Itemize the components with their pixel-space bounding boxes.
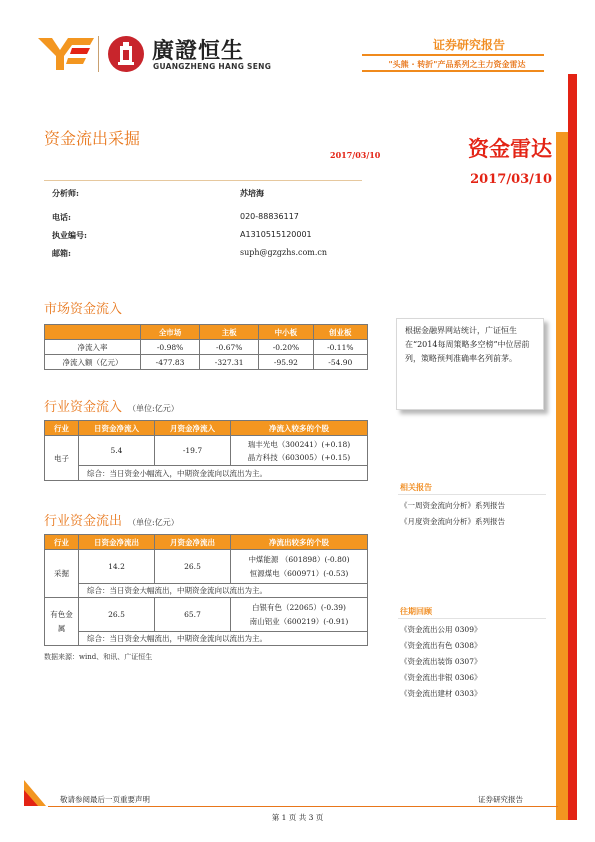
past-report-link[interactable]: 《资金流出非银 0306》 <box>400 673 482 682</box>
inflow-col-daily: 日资金净流入 <box>79 421 155 436</box>
stock-item: 南山铝业（600219）(-0.91) <box>249 616 349 626</box>
right-red-bar <box>568 74 577 820</box>
summary-note: 综合：当日资金大幅流出，中期资金流向以流出为主。 <box>79 632 368 646</box>
past-heading: 往期回顾 <box>400 606 432 616</box>
table-row <box>45 598 368 632</box>
footer-triangle-icon <box>24 780 46 806</box>
stock-item: 瑞丰光电（300241）(+0.18) <box>247 439 351 449</box>
market-col-gem: 创业板 <box>313 325 367 340</box>
market-col-main: 主板 <box>200 325 259 340</box>
license-label: 执业编号: <box>52 230 87 240</box>
outflow-unit: （单位:亿元） <box>128 518 179 527</box>
outflow-table <box>44 534 368 646</box>
daily-cell: 14.2 <box>79 550 155 584</box>
market-corner-cell <box>45 325 141 340</box>
callout-box: 根据金融界网站统计，广证恒生在“2014每周策略多空榜”中位居前列，策略预判准确率名列前茅。 <box>396 318 544 410</box>
phone-value: 020-88836117 <box>240 212 299 221</box>
summary-note: 综合：当日资金小幅流入，中期资金流向以流出为主。 <box>79 466 368 481</box>
outflow-col-daily: 日资金净流出 <box>79 535 155 550</box>
stock-item: 恒源煤电（600971）(-0.53) <box>249 568 349 578</box>
email-link[interactable]: suph@gzgzhs.com.cn <box>240 248 328 257</box>
footer-rule <box>48 806 558 807</box>
cell-value: -54.90 <box>313 355 367 370</box>
table-row <box>45 550 368 584</box>
table-row <box>45 632 368 646</box>
stocks-cell <box>231 550 368 584</box>
report-type: 证券研究报告 <box>432 38 505 52</box>
related-report-link[interactable]: 《月度资金流向分析》系列报告 <box>400 517 505 526</box>
footer-disclaimer: 敬请参阅最后一页重要声明 <box>60 795 150 804</box>
stock-item: 中煤能源 （601898）(-0.80) <box>248 554 350 564</box>
industry-cell: 有色金属 <box>45 598 79 646</box>
past-report-link[interactable]: 《资金流出建材 0303》 <box>400 689 482 698</box>
past-report-link[interactable]: 《资金流出有色 0308》 <box>400 641 482 650</box>
monthly-cell: 26.5 <box>155 550 231 584</box>
table-row <box>45 584 368 598</box>
company-logo-icon <box>38 36 94 72</box>
stocks-cell <box>231 436 368 466</box>
side-title: 资金雷达 <box>468 137 552 161</box>
outflow-col-stocks: 净流出较多的个股 <box>231 535 368 550</box>
related-report-link[interactable]: 《一周资金流向分析》系列报告 <box>400 501 505 510</box>
table-row <box>45 340 368 355</box>
monthly-cell: 65.7 <box>155 598 231 632</box>
brand-name-cn: 廣證恒生 <box>152 39 245 64</box>
inflow-col-monthly: 月资金净流入 <box>155 421 231 436</box>
outflow-col-monthly: 月资金净流出 <box>155 535 231 550</box>
table-row <box>45 355 368 370</box>
past-report-link[interactable]: 《资金流出公用 0309》 <box>400 625 482 634</box>
report-title: 资金流出采掘 <box>44 129 141 148</box>
monthly-cell: -19.7 <box>155 436 231 466</box>
past-report-link[interactable]: 《资金流出装饰 0307》 <box>400 657 482 666</box>
cell-value: -477.83 <box>141 355 200 370</box>
page-number: 第 1 页 共 3 页 <box>271 813 324 822</box>
right-orange-bar <box>556 132 568 820</box>
header-rule-bottom <box>362 70 544 72</box>
summary-note: 综合：当日资金大幅流出，中期资金流向以流出为主。 <box>79 584 368 598</box>
past-divider <box>398 618 546 619</box>
industry-cell: 电子 <box>45 436 79 481</box>
inflow-col-stocks: 净流入较多的个股 <box>231 421 368 436</box>
inflow-heading <box>44 396 179 415</box>
inflow-col-industry: 行业 <box>45 421 79 436</box>
row-label: 净流入率 <box>45 340 141 355</box>
footer-report-type: 证券研究报告 <box>478 795 523 804</box>
header-rule-top <box>362 54 544 56</box>
cell-value: -95.92 <box>259 355 313 370</box>
outflow-heading-text: 行业资金流出 <box>44 514 123 529</box>
company-seal-icon <box>106 34 146 74</box>
inflow-table <box>44 420 368 481</box>
cell-value: -0.11% <box>313 340 367 355</box>
row-label: 净流入额（亿元） <box>45 355 141 370</box>
cell-value: -0.98% <box>141 340 200 355</box>
table-row <box>45 466 368 481</box>
market-col-sme: 中小板 <box>259 325 313 340</box>
email-label: 邮箱: <box>52 248 71 258</box>
daily-cell: 26.5 <box>79 598 155 632</box>
daily-cell: 5.4 <box>79 436 155 466</box>
table-row <box>45 436 368 466</box>
related-divider <box>398 494 546 495</box>
brand-name-en: GUANGZHENG HANG SENG <box>153 62 272 71</box>
analyst-label: 分析师: <box>52 188 79 198</box>
market-table <box>44 324 368 370</box>
outflow-heading <box>44 510 179 529</box>
logo-divider <box>98 36 99 72</box>
inflow-heading-text: 行业资金流入 <box>44 400 123 415</box>
stock-item: 白银有色（22065）(-0.39) <box>252 602 346 612</box>
cell-value: -0.67% <box>200 340 259 355</box>
cell-value: -0.20% <box>259 340 313 355</box>
data-source: 数据来源：wind、和讯、广证恒生 <box>44 653 153 661</box>
market-col-all: 全市场 <box>141 325 200 340</box>
side-date: 2017/03/10 <box>470 172 552 187</box>
title-divider <box>44 180 362 181</box>
phone-label: 电话: <box>52 212 71 222</box>
stock-item: 晶方科技（603005）(+0.15) <box>247 452 351 462</box>
analyst-name: 苏培海 <box>240 188 264 198</box>
stocks-cell <box>231 598 368 632</box>
outflow-col-industry: 行业 <box>45 535 79 550</box>
cell-value: -327.31 <box>200 355 259 370</box>
license-value: A1310515120001 <box>240 230 312 239</box>
report-series: "头熊 · 转折"产品系列之主力资金雷达 <box>388 60 526 69</box>
industry-cell: 采掘 <box>45 550 79 598</box>
inflow-unit: （单位:亿元） <box>128 404 179 413</box>
related-heading: 相关报告 <box>400 482 432 492</box>
market-heading: 市场资金流入 <box>44 302 123 317</box>
report-date: 2017/03/10 <box>330 150 381 160</box>
